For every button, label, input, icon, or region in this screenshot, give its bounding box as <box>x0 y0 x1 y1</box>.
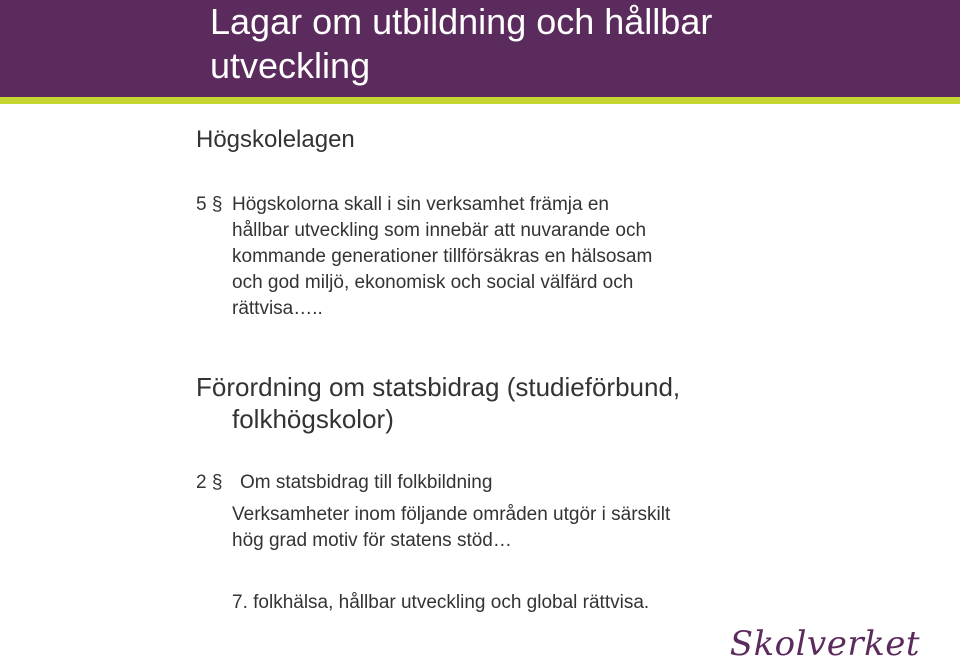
section-heading-hogskolelagen: Högskolelagen <box>196 126 355 153</box>
paragraph-line: Verksamheter inom följande områden utgör i särskilt <box>232 504 671 525</box>
law-paragraph-2 <box>196 470 896 616</box>
paragraph-line: rättvisa….. <box>232 298 323 319</box>
slide-title <box>210 0 930 88</box>
heading-line: Förordning om statsbidrag (studieförbund, <box>196 372 681 402</box>
skolverket-logo: Skolverket <box>729 624 920 664</box>
section-number: 2 § <box>196 472 223 493</box>
paragraph-line: hög grad motiv för statens stöd… <box>232 530 512 551</box>
section-heading-forordning <box>196 371 876 435</box>
paragraph-line: Om statsbidrag till folkbildning <box>240 472 493 493</box>
slide-title-line-2: utveckling <box>210 45 371 86</box>
paragraph-line: kommande generationer tillförsäkras en hälsosam <box>232 246 653 267</box>
paragraph-line: Högskolorna skall i sin verksamhet främja en <box>232 194 609 215</box>
accent-stripe <box>0 97 960 104</box>
slide-title-line-1: Lagar om utbildning och hållbar <box>210 1 713 42</box>
paragraph-line: och god miljö, ekonomisk och social välfärd och <box>232 272 634 293</box>
law-paragraph-5 <box>196 192 836 322</box>
paragraph-line: hållbar utveckling som innebär att nuvarande och <box>232 220 647 241</box>
heading-line: folkhögskolor) <box>232 404 394 434</box>
section-number: 5 § <box>196 194 223 215</box>
list-item: 7. folkhälsa, hållbar utveckling och global rättvisa. <box>232 592 650 613</box>
